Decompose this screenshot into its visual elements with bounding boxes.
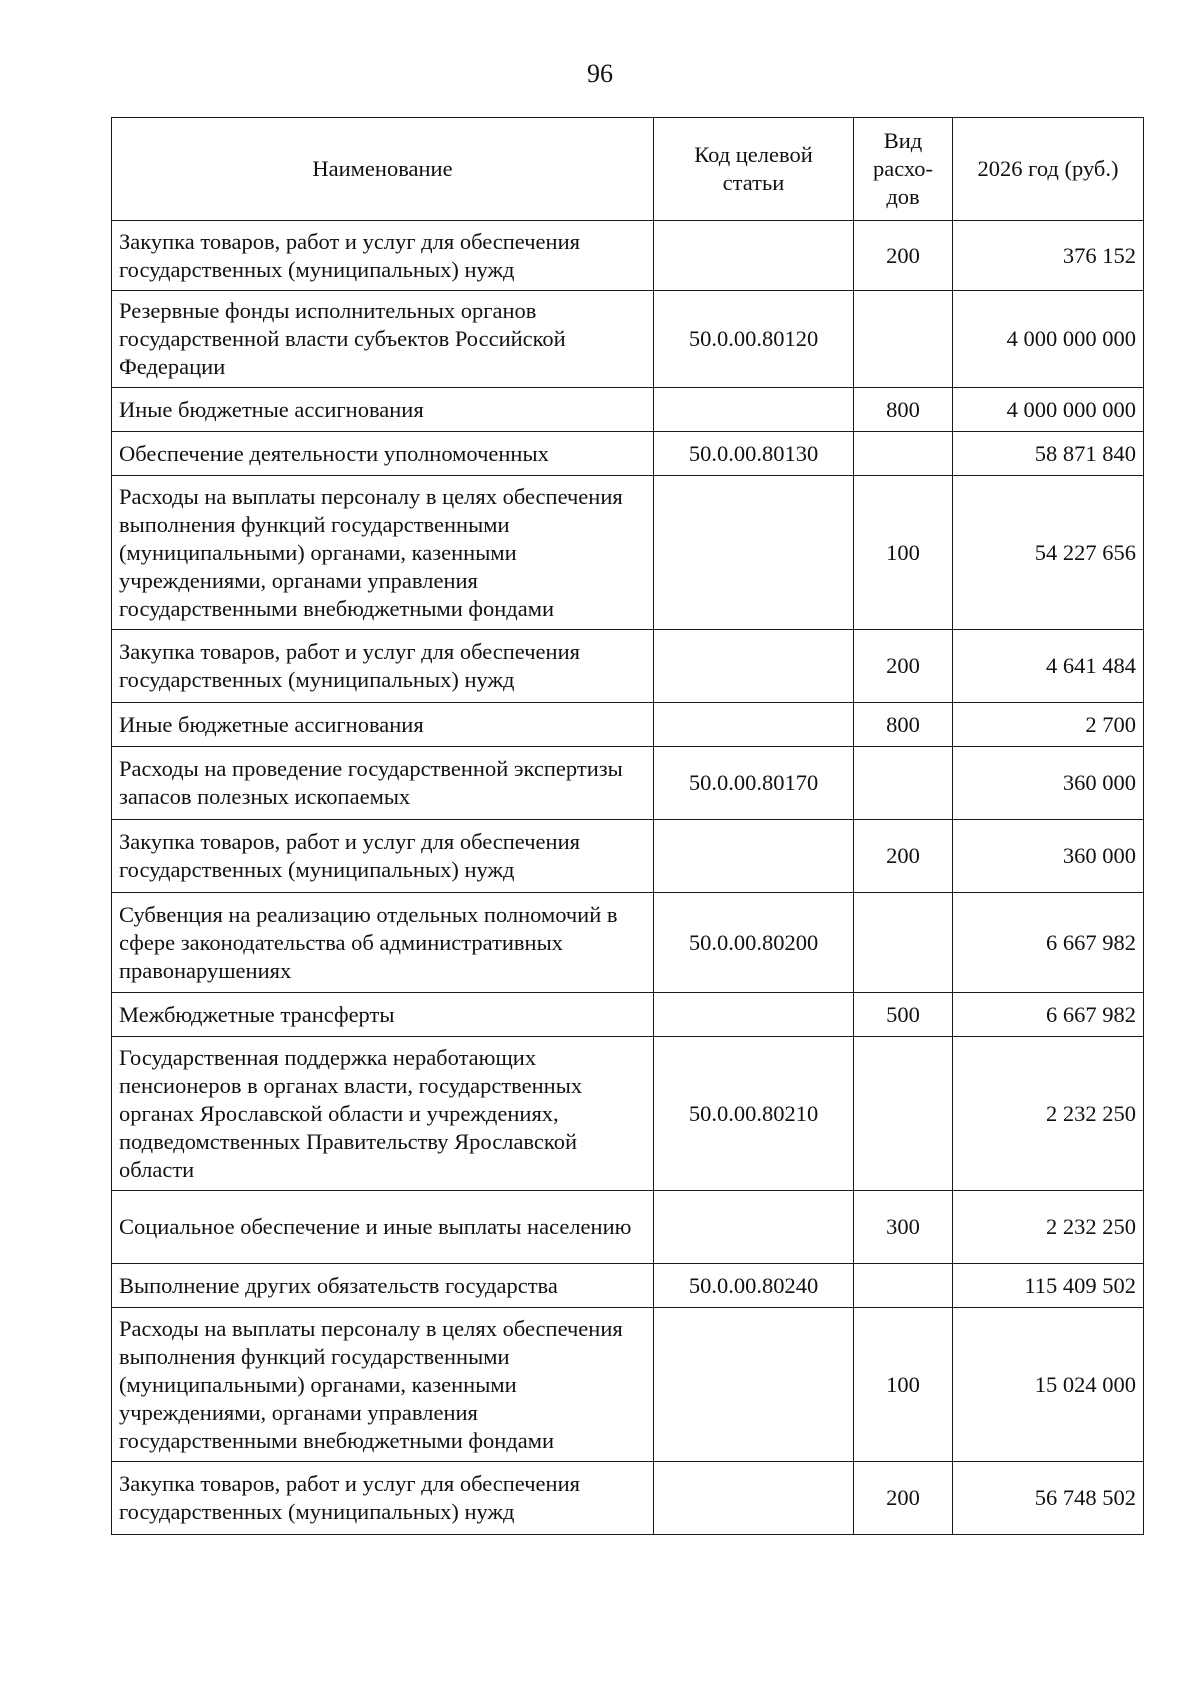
row-name: Расходы на проведение государственной экспертизы запасов полезных ископаемых xyxy=(112,747,654,820)
row-name: Государственная поддержка неработающих пенсионеров в органах власти, государственных органах Ярославской области и учреждениях, подведомственных Правительству Ярославской области xyxy=(112,1037,654,1191)
row-code xyxy=(654,703,854,747)
row-type: 200 xyxy=(854,221,953,291)
row-name: Расходы на выплаты персоналу в целях обеспечения выполнения функций государственными (муниципальными) органами, казенными учреждениями, органами управления государственными внебюджетными фондами xyxy=(112,1308,654,1462)
row-sum: 54 227 656 xyxy=(953,476,1144,630)
table-row xyxy=(112,893,1144,993)
table-row xyxy=(112,291,1144,388)
row-name: Социальное обеспечение и иные выплаты населению xyxy=(112,1191,654,1264)
table-row xyxy=(112,1462,1144,1535)
table-row xyxy=(112,1264,1144,1308)
header-name: Наименование xyxy=(112,118,654,221)
row-type: 300 xyxy=(854,1191,953,1264)
row-name: Иные бюджетные ассигнования xyxy=(112,388,654,432)
row-code: 50.0.00.80200 xyxy=(654,893,854,993)
table-row xyxy=(112,388,1144,432)
row-sum: 6 667 982 xyxy=(953,893,1144,993)
row-code xyxy=(654,1191,854,1264)
table-row xyxy=(112,993,1144,1037)
row-type: 200 xyxy=(854,820,953,893)
row-type: 500 xyxy=(854,993,953,1037)
row-sum: 4 641 484 xyxy=(953,630,1144,703)
row-name: Резервные фонды исполнительных органов государственной власти субъектов Российской Федерации xyxy=(112,291,654,388)
header-code: Код целевой статьи xyxy=(654,118,854,221)
row-code: 50.0.00.80240 xyxy=(654,1264,854,1308)
row-name: Закупка товаров, работ и услуг для обеспечения государственных (муниципальных) нужд xyxy=(112,221,654,291)
row-type xyxy=(854,1037,953,1191)
page-number: 96 xyxy=(587,59,613,88)
row-code xyxy=(654,221,854,291)
row-type xyxy=(854,432,953,476)
row-sum: 2 700 xyxy=(953,703,1144,747)
row-type xyxy=(854,1264,953,1308)
row-type xyxy=(854,747,953,820)
row-code xyxy=(654,1308,854,1462)
row-code: 50.0.00.80120 xyxy=(654,291,854,388)
table-row xyxy=(112,630,1144,703)
row-type: 200 xyxy=(854,1462,953,1535)
row-sum: 360 000 xyxy=(953,820,1144,893)
row-name: Обеспечение деятельности уполномоченных xyxy=(112,432,654,476)
table-row xyxy=(112,221,1144,291)
row-sum: 56 748 502 xyxy=(953,1462,1144,1535)
row-name: Закупка товаров, работ и услуг для обеспечения государственных (муниципальных) нужд xyxy=(112,820,654,893)
row-name: Закупка товаров, работ и услуг для обеспечения государственных (муниципальных) нужд xyxy=(112,630,654,703)
row-type: 100 xyxy=(854,1308,953,1462)
row-sum: 376 152 xyxy=(953,221,1144,291)
budget-table xyxy=(111,117,1144,1535)
table-row xyxy=(112,432,1144,476)
row-code xyxy=(654,630,854,703)
row-name: Закупка товаров, работ и услуг для обеспечения государственных (муниципальных) нужд xyxy=(112,1462,654,1535)
row-type: 800 xyxy=(854,388,953,432)
row-code xyxy=(654,820,854,893)
row-sum: 115 409 502 xyxy=(953,1264,1144,1308)
table-row xyxy=(112,476,1144,630)
table-header-row xyxy=(112,118,1144,221)
table-row xyxy=(112,747,1144,820)
row-code: 50.0.00.80130 xyxy=(654,432,854,476)
row-sum: 4 000 000 000 xyxy=(953,388,1144,432)
row-code xyxy=(654,476,854,630)
table-row xyxy=(112,1308,1144,1462)
table-row xyxy=(112,703,1144,747)
row-sum: 15 024 000 xyxy=(953,1308,1144,1462)
row-sum: 2 232 250 xyxy=(953,1191,1144,1264)
row-name: Межбюджетные трансферты xyxy=(112,993,654,1037)
row-sum: 360 000 xyxy=(953,747,1144,820)
row-name: Субвенция на реализацию отдельных полномочий в сфере законодательства об административных правонарушениях xyxy=(112,893,654,993)
row-type: 800 xyxy=(854,703,953,747)
row-sum: 4 000 000 000 xyxy=(953,291,1144,388)
row-type xyxy=(854,291,953,388)
table-row xyxy=(112,1037,1144,1191)
row-name: Расходы на выплаты персоналу в целях обеспечения выполнения функций государственными (муниципальными) органами, казенными учреждениями, органами управления государственными внебюджетными фондами xyxy=(112,476,654,630)
row-code xyxy=(654,993,854,1037)
row-code xyxy=(654,388,854,432)
row-type: 200 xyxy=(854,630,953,703)
row-code: 50.0.00.80210 xyxy=(654,1037,854,1191)
row-code xyxy=(654,1462,854,1535)
row-name: Выполнение других обязательств государства xyxy=(112,1264,654,1308)
row-sum: 58 871 840 xyxy=(953,432,1144,476)
header-type: Вид расхо-дов xyxy=(854,118,953,221)
row-code: 50.0.00.80170 xyxy=(654,747,854,820)
table-row xyxy=(112,820,1144,893)
header-sum: 2026 год (руб.) xyxy=(953,118,1144,221)
row-name: Иные бюджетные ассигнования xyxy=(112,703,654,747)
table-row xyxy=(112,1191,1144,1264)
row-sum: 2 232 250 xyxy=(953,1037,1144,1191)
row-sum: 6 667 982 xyxy=(953,993,1144,1037)
row-type: 100 xyxy=(854,476,953,630)
row-type xyxy=(854,893,953,993)
